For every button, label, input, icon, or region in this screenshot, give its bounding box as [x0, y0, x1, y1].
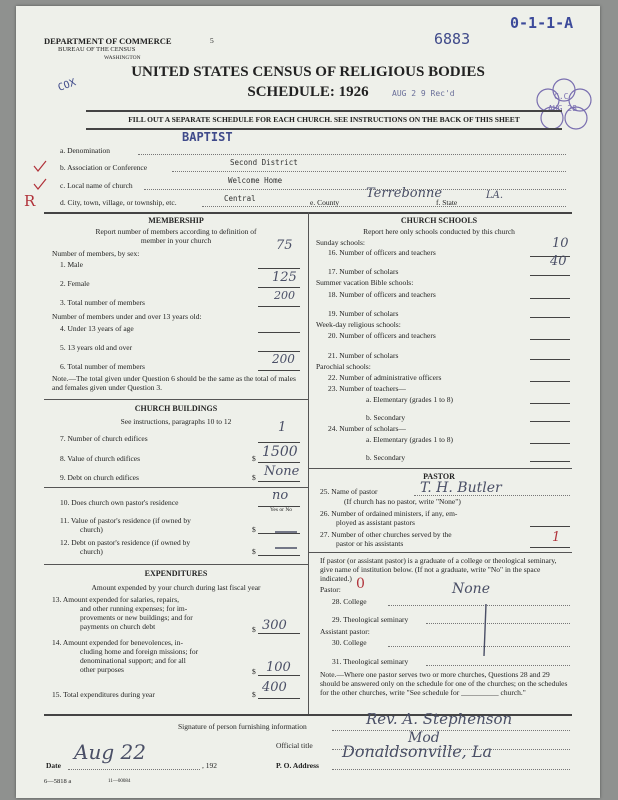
male-label: 1. Male [60, 260, 83, 269]
other-churches-label-2: pastor or his assistants [336, 539, 404, 548]
other-churches-label-1: 27. Number of other churches served by the [320, 530, 452, 539]
residence-currency: $ [252, 525, 256, 534]
vacation-officers-label: 18. Number of officers and teachers [328, 290, 436, 299]
salaries-label-4: payments on church debt [80, 622, 156, 631]
page-number: 5 [210, 36, 214, 45]
cox-stamp: COX [56, 77, 78, 94]
salaries-label [52, 595, 193, 631]
residence-debt-label-2: church) [80, 547, 103, 556]
edifices-value: 1 [278, 420, 287, 435]
red-r-mark: R [24, 192, 36, 210]
association-value: Second District [230, 158, 298, 167]
city-value: Central [224, 194, 256, 203]
church-name-label: c. Local name of church [60, 181, 133, 190]
scholars-secondary-label: b. Secondary [366, 453, 406, 462]
teachers-elementary-label: a. Elementary (grades 1 to 8) [366, 395, 454, 404]
department-label: DEPARTMENT OF COMMERCE [44, 36, 172, 46]
schools-instruction: Report here only schools conducted by this church [363, 227, 515, 236]
edifices-label: 7. Number of church edifices [60, 434, 148, 443]
signature-label: Signature of person furnishing information [178, 722, 307, 731]
red-zero-mark: 0 [356, 576, 365, 592]
total-age-members-value: 200 [272, 352, 295, 366]
members-by-sex-label: Number of members, by sex: [52, 249, 140, 258]
benevolences-label-1: 14. Amount expended for benevolences, in- [52, 638, 184, 647]
state-label: f. State [436, 198, 458, 207]
other-churches-value: 1 [552, 530, 561, 545]
bureau-label: BUREAU OF THE CENSUS [58, 46, 136, 53]
benevolences-label-4: other purposes [80, 665, 124, 674]
received-date-stamp: AUG 2 9 Rec'd [392, 89, 455, 98]
pastor-name-value: T. H. Butler [420, 480, 502, 496]
sunday-scholars-label: 17. Number of scholars [328, 267, 399, 276]
debt-label: 9. Debt on church edifices [60, 473, 139, 482]
pastor-name-label: 25. Name of pastor [320, 487, 378, 496]
over-13-label: 5. 13 years old and over [60, 343, 133, 352]
assistant-seminary-label: 31. Theological seminary [332, 657, 409, 666]
assistant-pastors-label-2: ployed as assistant pastors [336, 518, 415, 527]
under-13-label: 4. Under 13 years of age [60, 324, 134, 333]
total-members-value: 200 [274, 289, 295, 302]
benevolences-label-2: cluding home and foreign missions; for [80, 647, 199, 656]
benevolences-label [52, 638, 198, 674]
parochial-schools-label: Parochial schools: [316, 362, 371, 371]
weekday-officers-label: 20. Number of officers and teachers [328, 331, 436, 340]
debt-value: None [264, 464, 300, 479]
graduate-instruction: If pastor (or assistant pastor) is a graduate of a college or theological seminary, give name of institution below. (If not a graduate, write "No" in the space indicated.) [320, 556, 557, 583]
edifices-value-amount: 1500 [262, 444, 298, 460]
college-value: None [452, 581, 490, 597]
po-address-label: P. O. Address [276, 761, 319, 770]
official-title-value: Mod [408, 730, 440, 746]
year-label: , 192 [202, 761, 217, 770]
denomination-label: a. Denomination [60, 146, 110, 155]
assistant-pastors-label-1: 26. Number of ordained ministers, if any, em- [320, 509, 458, 518]
benevolences-label-3: denominational support; and for all [80, 656, 186, 665]
salaries-label-1: 13. Amount expended for salaries, repairs, [52, 595, 180, 604]
file-code-stamp: 0-1-1-A [510, 14, 574, 32]
salaries-label-2: and other running expenses; for im- [80, 604, 188, 613]
date-value: Aug 22 [74, 740, 146, 764]
teachers-label: 23. Number of teachers— [328, 384, 406, 393]
buildings-instruction: See instructions, paragraphs 10 to 12 [120, 417, 232, 426]
multiple-churches-note: Note.—Where one pastor serves two or more churches, Questions 28 and 29 should be answered only on the schedule for one of the churches; on the schedules for the other churches, write "See schedule for __________ church." [320, 670, 568, 697]
seal-text-top: C.C. [554, 92, 574, 101]
census-form [16, 6, 600, 798]
expenditures-heading: EXPENDITURES [144, 569, 208, 578]
date-label: Date [46, 761, 61, 770]
assistant-college-label: 30. College [332, 638, 367, 647]
salaries-value: 300 [262, 618, 287, 633]
expenditures-instruction: Amount expended by your church during last fiscal year [91, 583, 261, 592]
washington-label: WASHINGTON [104, 55, 141, 61]
other-churches-label [320, 530, 452, 548]
assistant-pastor-label: Assistant pastor: [320, 627, 370, 636]
denomination-value: BAPTIST [182, 130, 233, 144]
owns-residence-value: no [272, 488, 289, 503]
membership-instruction [44, 227, 308, 245]
pastor-heading: PASTOR [423, 472, 455, 481]
total-expenditures-value: 400 [262, 680, 287, 695]
total-expenditures-label: 15. Total expenditures during year [52, 690, 155, 699]
age-members-label: Number of members under and over 13 years old: [52, 312, 202, 321]
buildings-heading: CHURCH BUILDINGS [134, 404, 218, 413]
value-currency: $ [252, 454, 256, 463]
debt-currency: $ [252, 473, 256, 482]
signature-value: Rev. A. Stephenson [366, 710, 513, 728]
residence-debt-label [60, 538, 190, 556]
membership-heading: MEMBERSHIP [148, 216, 204, 225]
county-label: e. County [310, 198, 340, 207]
college-label: 28. College [332, 597, 367, 606]
female-count-value: 125 [272, 270, 297, 285]
residence-dash-marks [272, 528, 302, 563]
residence-debt-label-1: 12. Debt on pastor's residence (if owned by [60, 538, 191, 547]
benevolences-value: 100 [266, 660, 291, 675]
serial-number-stamp: 6883 [434, 30, 471, 48]
residence-label: 10. Does church own pastor's residence [60, 498, 179, 507]
church-name-value: Welcome Home [228, 176, 283, 185]
vacation-schools-label: Summer vacation Bible schools: [316, 278, 414, 287]
membership-instruction-1: Report number of members according to definition of [95, 227, 257, 236]
total-age-label: 6. Total number of members [60, 362, 145, 371]
membership-note: Note.—The total given under Question 6 should be the same as the total of males and females given under Question 3. [52, 374, 296, 392]
teachers-secondary-label: b. Secondary [366, 413, 406, 422]
scholars-elementary-label: a. Elementary (grades 1 to 8) [366, 435, 454, 444]
yes-or-no-hint: Yes or No [270, 507, 293, 513]
print-code: 11—00084 [108, 779, 131, 784]
residence-value-label [60, 516, 191, 534]
sunday-scholars-value: 40 [550, 254, 567, 269]
weekday-schools-label: Week-day religious schools: [316, 320, 401, 329]
association-label: b. Association or Conference [60, 163, 148, 172]
total-expenditures-currency: $ [252, 690, 256, 699]
salaries-currency: $ [252, 625, 256, 634]
sunday-officers-label: 16. Number of officers and teachers [328, 248, 436, 257]
vacation-scholars-label: 19. Number of scholars [328, 309, 399, 318]
scholars-label: 24. Number of scholars— [328, 424, 406, 433]
pastor-sub-label: Pastor: [320, 585, 341, 594]
weekday-scholars-label: 21. Number of scholars [328, 351, 399, 360]
membership-instruction-2: member in your church [140, 236, 212, 245]
male-count-value: 75 [276, 238, 293, 253]
female-label: 2. Female [60, 279, 90, 288]
value-edifices-label: 8. Value of church edifices [60, 454, 141, 463]
vertical-strike-mark [476, 602, 496, 663]
benevolences-currency: $ [252, 667, 256, 676]
po-address-value: Donaldsonville, La [342, 742, 493, 761]
admin-officers-label: 22. Number of administrative officers [328, 373, 442, 382]
sunday-officers-value: 10 [552, 236, 569, 251]
assistant-pastors-label [320, 509, 457, 527]
pastor-name-hint: (If church has no pastor, write "None") [344, 497, 461, 506]
residence-debt-currency: $ [252, 547, 256, 556]
schedule-title: SCHEDULE: 1926 [247, 84, 369, 100]
county-value: Terrebonne [366, 186, 443, 201]
form-number: 6—5818 a [44, 778, 72, 785]
instruction-banner: FILL OUT A SEPARATE SCHEDULE FOR EACH CHURCH. SEE INSTRUCTIONS ON THE BACK OF THIS SHEET [128, 115, 520, 124]
seminary-label: 29. Theological seminary [332, 615, 409, 624]
schools-heading: CHURCH SCHOOLS [400, 216, 478, 225]
city-label: d. City, town, village, or township, etc. [60, 198, 177, 207]
residence-value-label-1: 11. Value of pastor's residence (if owned by [60, 516, 191, 525]
seal-text-bottom: AUG 28 [548, 104, 577, 113]
form-title: UNITED STATES CENSUS OF RELIGIOUS BODIES [131, 64, 485, 80]
residence-value-label-2: church) [80, 525, 103, 534]
salaries-label-3: provements or new buildings; and for [80, 613, 193, 622]
official-title-label: Official title [276, 741, 313, 750]
sunday-schools-label: Sunday schools: [316, 238, 365, 247]
total-members-label: 3. Total number of members [60, 298, 145, 307]
state-value: LA. [486, 190, 504, 201]
